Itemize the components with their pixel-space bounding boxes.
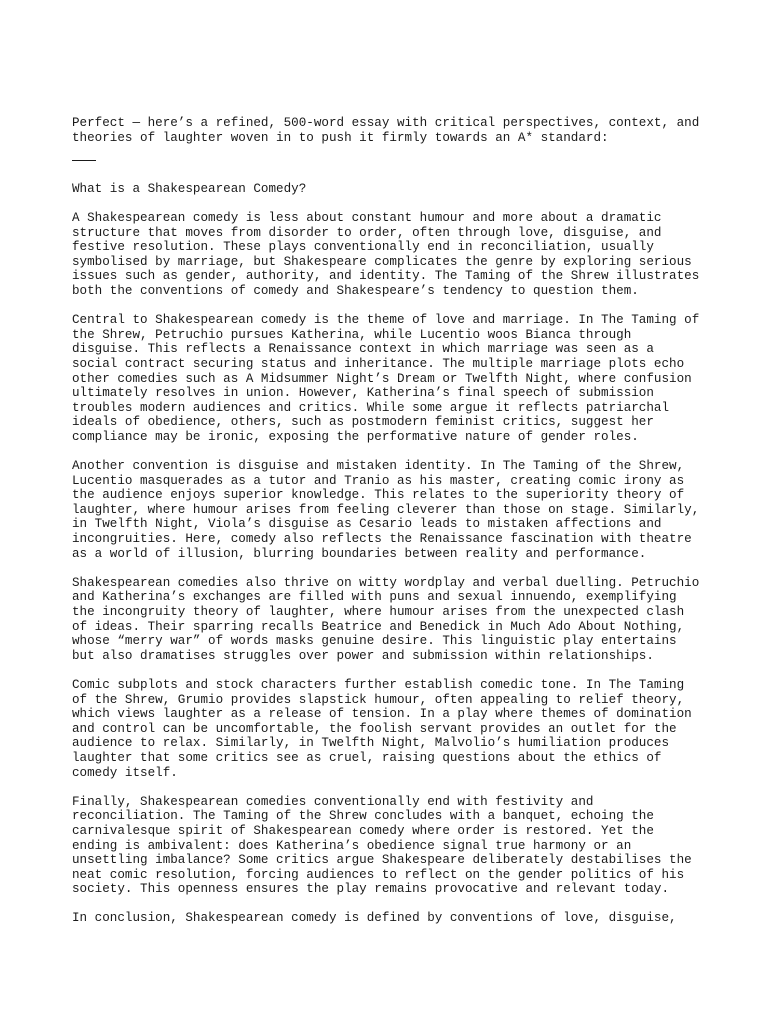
paragraph-7: In conclusion, Shakespearean comedy is defined by conventions of love, disguise, <box>72 911 677 926</box>
paragraph-1: A Shakespearean comedy is less about constant humour and more about a dramatic structure that moves from disorder to order, often through love, disguise, and festive resolution. These plays conventionally end in reconciliation, usually symbolised by marriage, but Shakespeare complicates the genre by exploring serious issues such as gender, authority, and identity. The Taming of the Shrew illustrates both the conventions of comedy and Shakespeare’s tendency to question them. <box>72 210 700 298</box>
paragraph-5: Comic subplots and stock characters further establish comedic tone. In The Taming of the Shrew, Grumio provides slapstick humour, often appealing to relief theory, which views laughter as a release of tension. In a play where themes of domination and control can be uncomfortable, the foolish servant provides an outlet for the audience to relax. Similarly, in Twelfth Night, Malvolio’s humiliation produces laughter that some critics see as cruel, raising questions about the ethics of comedy itself. <box>72 677 692 780</box>
essay-heading: What is a Shakespearean Comedy? <box>72 181 307 196</box>
separator-rule <box>72 160 96 161</box>
paragraph-4: Shakespearean comedies also thrive on witty wordplay and verbal duelling. Petruchio and Katherina’s exchanges are filled with puns and sexual innuendo, exemplifying the incongruity theory of laughter, where humour arises from the unexpected clash of ideas. Their sparring recalls Beatrice and Benedick in Much Ado About Nothing, whose “merry war” of words masks genuine desire. This linguistic play entertains but also dramatises struggles over power and submission within relationships. <box>72 575 700 663</box>
intro-text: Perfect — here’s a refined, 500-word essay with critical perspectives, context, and theories of laughter woven in to push it firmly towards an A* standard: <box>72 116 700 145</box>
paragraph-2: Central to Shakespearean comedy is the theme of love and marriage. In The Taming of the Shrew, Petruchio pursues Katherina, while Lucentio woos Bianca through disguise. This reflects a Renaissance context in which marriage was seen as a social contract securing status and inheritance. The multiple marriage plots echo other comedies such as A Midsummer Night’s Dream or Twelfth Night, where confusion ultimately resolves in union. However, Katherina’s final speech of submission troubles modern audiences and critics. While some argue it reflects patriarchal ideals of obedience, others, such as postmodern feminist critics, suggest her compliance may be ironic, exposing the performative nature of gender roles. <box>72 313 700 444</box>
document-body <box>72 116 712 941</box>
paragraph-3: Another convention is disguise and mistaken identity. In The Taming of the Shrew, Lucentio masquerades as a tutor and Tranio as his master, creating comic irony as the audience enjoys superior knowledge. This relates to the superiority theory of laughter, where humour arises from feeling cleverer than those on stage. Similarly, in Twelfth Night, Viola’s disguise as Cesario leads to mistaken affections and incongruities. Here, comedy also reflects the Renaissance fascination with theatre as a world of illusion, blurring boundaries between reality and performance. <box>72 459 700 561</box>
paragraph-6: Finally, Shakespearean comedies conventionally end with festivity and reconciliation. The Taming of the Shrew concludes with a banquet, echoing the carnivalesque spirit of Shakespearean comedy where order is restored. Yet the ending is ambivalent: does Katherina’s obedience signal true harmony or an unsettling imbalance? Some critics argue Shakespeare deliberately destabilises the neat comic resolution, forcing audiences to reflect on the gender politics of his society. This openness ensures the play remains provocative and relevant today. <box>72 794 692 897</box>
